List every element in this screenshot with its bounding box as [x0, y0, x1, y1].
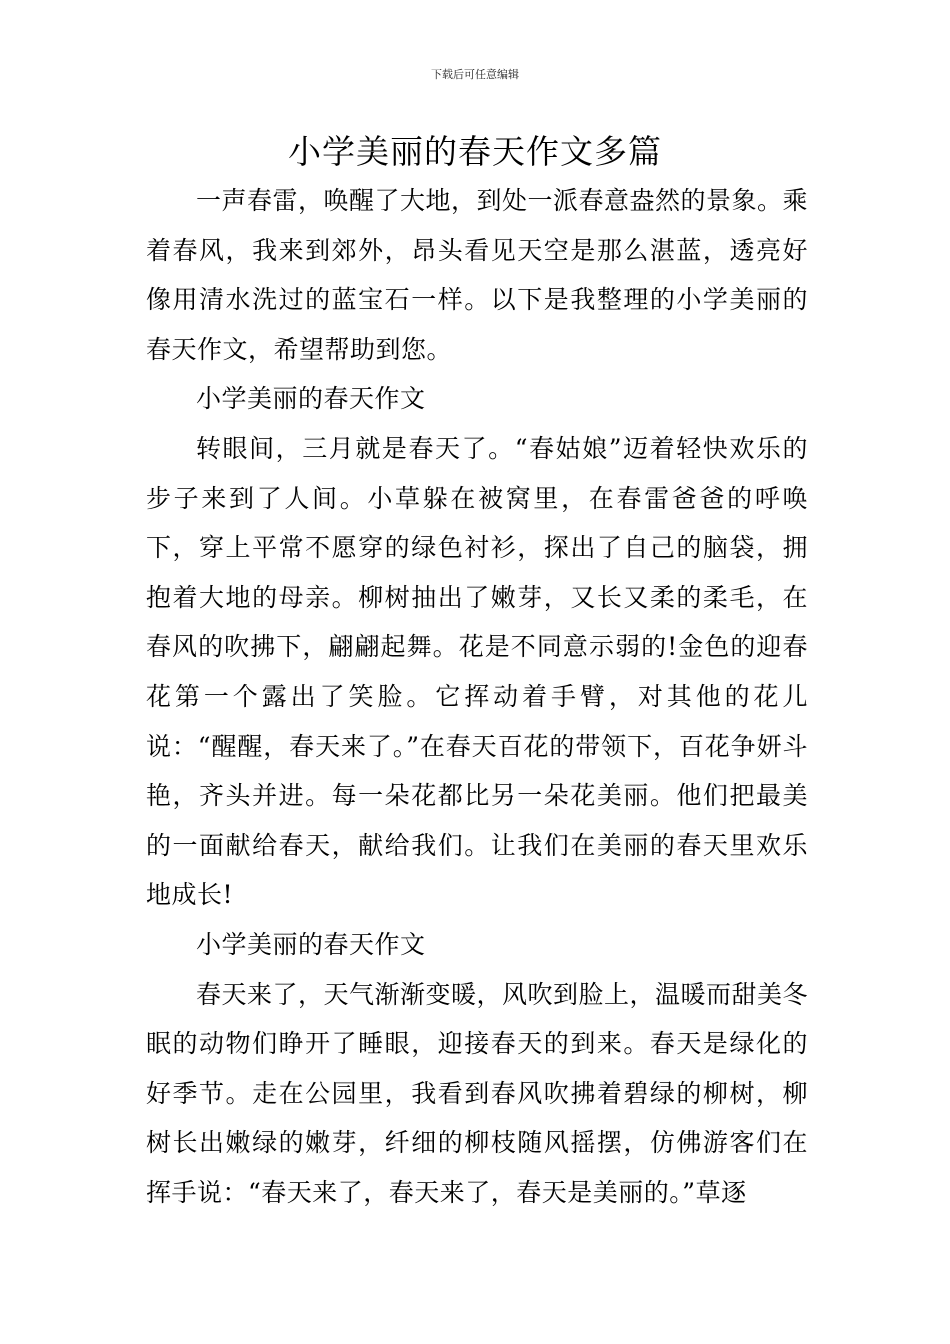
intro-paragraph: 一声春雷，唤醒了大地，到处一派春意盎然的景象。乘着春风，我来到郊外，昂头看见天空是那么湛蓝，透亮好像用清水洗过的蓝宝石一样。以下是我整理的小学美丽的春天作文，希望帮助到您。	[146, 186, 809, 364]
section-paragraph: 春天来了，天气渐渐变暖，风吹到脸上，温暖而甜美冬眠的动物们睁开了睡眼，迎接春天的到来。春天是绿化的好季节。走在公园里，我看到春风吹拂着碧绿的柳树，柳树长出嫩绿的嫩芽，纤细的柳枝随风摇摆，仿佛游客们在挥手说：“春天来了，春天来了，春天是美丽的。”草逐	[146, 979, 809, 1207]
document-body	[146, 176, 808, 1217]
header-note: 下载后可任意编辑	[431, 68, 519, 81]
section-heading: 小学美丽的春天作文	[196, 384, 426, 414]
page-title: 小学美丽的春天作文多篇	[288, 132, 662, 171]
section-paragraph: 转眼间，三月就是春天了。“春姑娘”迈着轻快欢乐的步子来到了人间。小草躲在被窝里，在春雷爸爸的呼唤下，穿上平常不愿穿的绿色衬衫，探出了自己的脑袋，拥抱着大地的母亲。柳树抽出了嫩芽，又长又柔的柔毛，在春风的吹拂下，翩翩起舞。花是不同意示弱的!金色的迎春花第一个露出了笑脸。它挥动着手臂，对其他的花儿说：“醒醒，春天来了。”在春天百花的带领下，百花争妍斗艳，齐头并进。每一朵花都比另一朵花美丽。他们把最美的一面献给春天，献给我们。让我们在美丽的春天里欢乐地成长!	[146, 433, 808, 910]
section-heading: 小学美丽的春天作文	[196, 929, 426, 959]
